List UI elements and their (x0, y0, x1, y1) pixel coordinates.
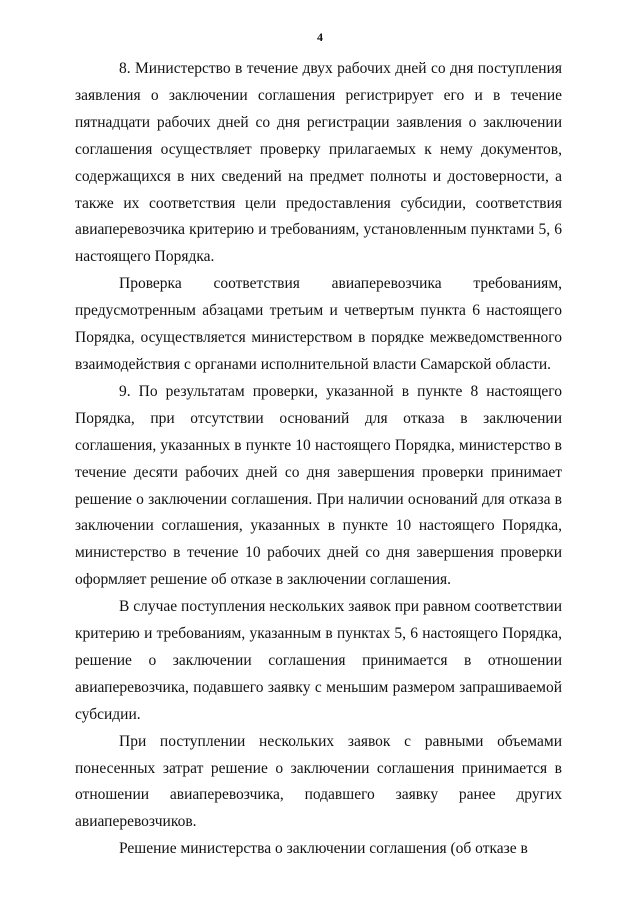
paragraph-decision: Решение министерства о заключении соглашения (об отказе в (119, 840, 528, 858)
page-number: 4 (317, 30, 323, 44)
paragraph-8: 8. Министерство в течение двух рабочих дней со дня поступления заявления о заключении соглашения регистрирует его и в течение пятнадцати рабочих дней со дня регистрации заявления о заключении соглашения осуществляет проверку прилагаемых к нему документов, содержащихся в них сведений на предмет полноты и достоверности, а также их соответствия цели предоставления субсидии, соответствия авиаперевозчика критерию и требованиям, установленным пунктами 5, 6 настоящего Порядка. (75, 60, 562, 266)
paragraph-9: 9. По результатам проверки, указанной в пункте 8 настоящего Порядка, при отсутствии оснований для отказа в заключении соглашения, указанных в пункте 10 настоящего Порядка, министерство в течение десяти рабочих дней со дня завершения проверки принимает решение о заключении соглашения. При наличии оснований для отказа в заключении соглашения, указанных в пункте 10 настоящего Порядка, министерство в течение 10 рабочих дней со дня завершения проверки оформляет решение об отказе в заключении соглашения. (75, 382, 562, 589)
paragraph-verification: Проверка соответствия авиаперевозчика требованиям, предусмотренным абзацами третьим и четвертым пункта 6 настоящего Порядка, осуществляется министерством в порядке межведомственного взаимодействия с органами исполнительной власти Самарской области. (75, 275, 562, 373)
paragraph-equal-costs: При поступлении нескольких заявок с равными объемами понесенных затрат решение о заключении соглашения принимается в отношении авиаперевозчика, подавшего заявку ранее других авиаперевозчиков. (75, 732, 562, 831)
paragraph-multiple-applications: В случае поступления нескольких заявок при равном соответствии критерию и требованиям, указанным в пунктах 5, 6 настоящего Порядка, решение о заключении соглашения принимается в отношении авиаперевозчика, подавшего заявку с меньшим размером запрашиваемой субсидии. (75, 598, 562, 723)
document-body (75, 56, 562, 863)
